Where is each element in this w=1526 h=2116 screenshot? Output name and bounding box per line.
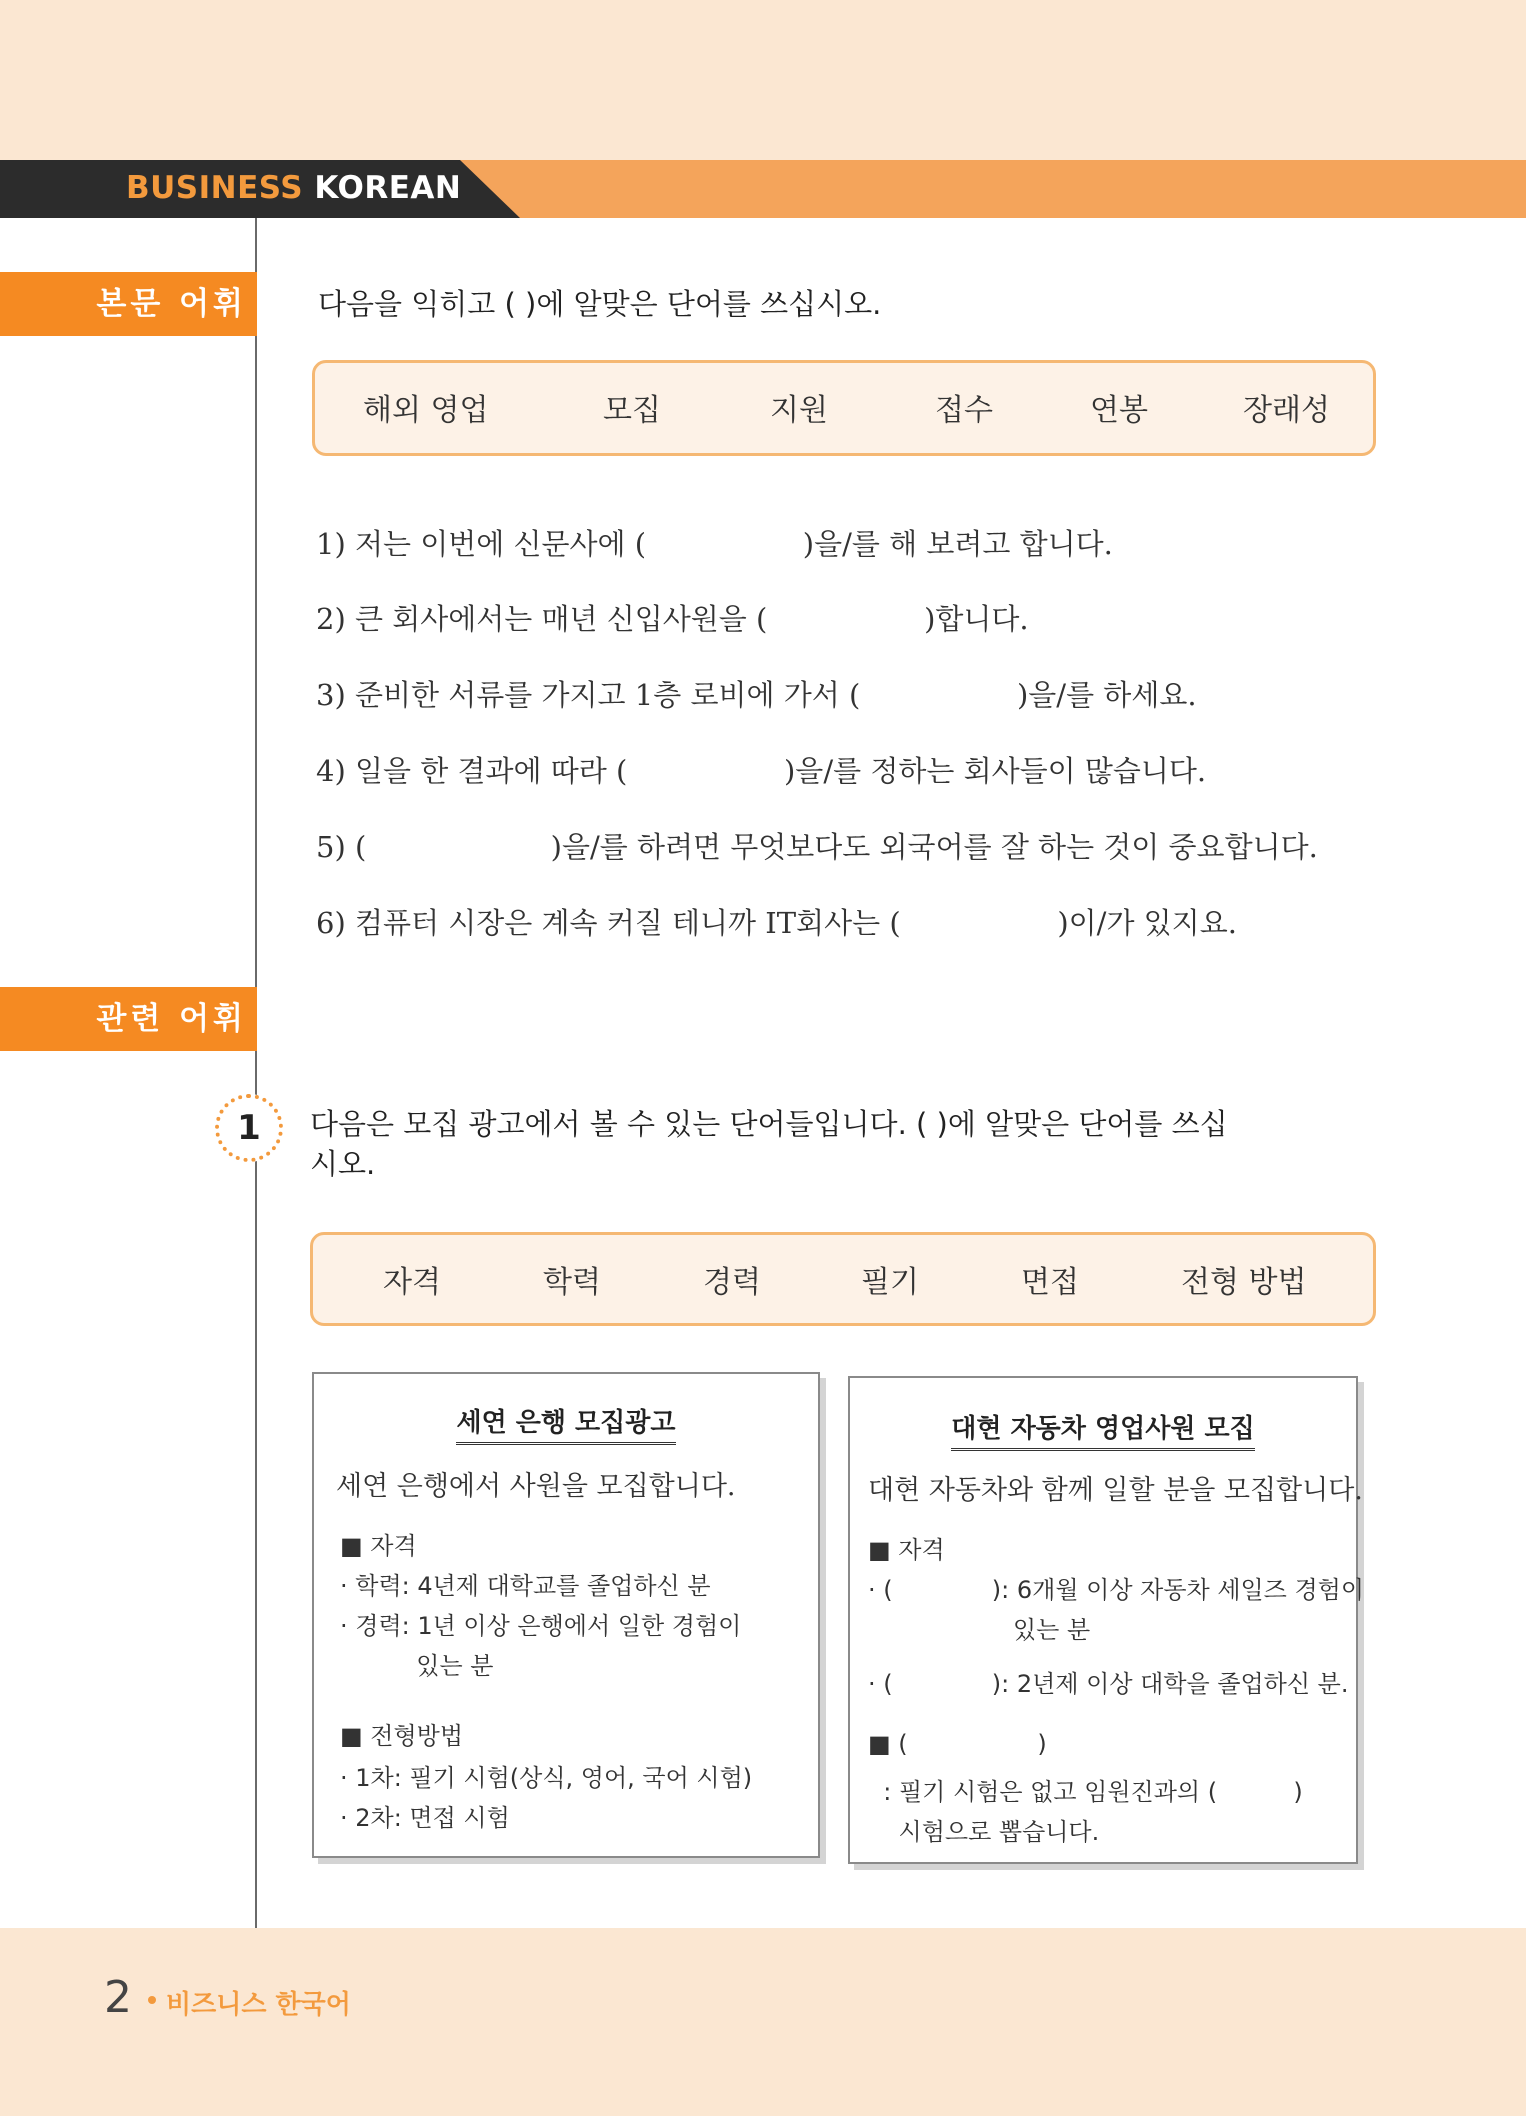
word-option: 모집 — [603, 393, 661, 428]
ad-line: : 필기 시험은 없고 임원진과의 ( ) — [868, 1778, 1303, 1806]
section-tab-main-vocab: 본문 어휘 — [0, 272, 257, 336]
page-number: 2 — [104, 1972, 132, 2023]
word-box-main — [312, 360, 1376, 456]
word-option: 자격 — [383, 1265, 441, 1300]
section1-instruction: 다음을 익히고 ( )에 알맞은 단어를 쓰십시오. — [318, 287, 882, 321]
question-item: 2) 큰 회사에서는 매년 신입사원을 ( )합니다. — [316, 602, 1029, 636]
question-item: 6) 컴퓨터 시장은 계속 커질 테니까 IT회사는 ( )이/가 있지요. — [316, 906, 1237, 940]
ad-line: · 2차: 면접 시험 — [340, 1804, 510, 1832]
header-title-part1: BUSINESS — [126, 170, 304, 206]
ad-line: ■ 자격 — [340, 1532, 417, 1560]
job-ad-auto — [848, 1376, 1365, 1864]
ad-title: 대현 자동차 영업사원 모집 — [850, 1408, 1356, 1445]
book-title: 비즈니스 한국어 — [166, 1990, 351, 2020]
ad-line: 있는 분 — [340, 1652, 494, 1680]
page-bullet-dot — [148, 1996, 156, 2004]
bottom-band — [0, 1928, 1526, 2116]
header-title-part2: KOREAN — [303, 170, 462, 206]
ad-line: · 1차: 필기 시험(상식, 영어, 국어 시험) — [340, 1764, 753, 1792]
ad-line: 있는 분 — [868, 1616, 1091, 1644]
ad-title: 세연 은행 모집광고 — [314, 1402, 818, 1439]
word-option: 학력 — [543, 1265, 601, 1300]
ad-line: · ( ): 2년제 이상 대학을 졸업하신 분. — [868, 1670, 1349, 1698]
job-ad-bank — [312, 1372, 820, 1858]
ad-lead: 대현 자동차와 함께 일할 분을 모집합니다. — [868, 1475, 1363, 1506]
word-option: 경력 — [703, 1265, 761, 1300]
word-option: 접수 — [935, 393, 993, 428]
word-option: 지원 — [770, 393, 828, 428]
section2-instruction-line1: 다음은 모집 광고에서 볼 수 있는 단어들입니다. ( )에 알맞은 단어를 쓰십 — [310, 1107, 1228, 1141]
ad-line: ■ 자격 — [868, 1536, 945, 1564]
section-tab-related-vocab: 관련 어휘 — [0, 987, 257, 1051]
word-option: 필기 — [861, 1265, 919, 1300]
ad-line: · ( ): 6개월 이상 자동차 세일즈 경험이 — [868, 1576, 1365, 1604]
word-option: 해외 영업 — [363, 393, 489, 428]
question-item: 1) 저는 이번에 신문사에 ( )을/를 해 보려고 합니다. — [316, 527, 1113, 561]
ad-line: · 학력: 4년제 대학교를 졸업하신 분 — [340, 1572, 711, 1600]
exercise-number-badge: 1 — [215, 1094, 283, 1162]
ad-lead: 세연 은행에서 사원을 모집합니다. — [336, 1471, 736, 1502]
word-option: 면접 — [1021, 1265, 1079, 1300]
question-item: 5) ( )을/를 하려면 무엇보다도 외국어를 잘 하는 것이 중요합니다. — [316, 830, 1318, 864]
question-item: 4) 일을 한 결과에 따라 ( )을/를 정하는 회사들이 많습니다. — [316, 754, 1207, 788]
ad-line: ■ 전형방법 — [340, 1722, 464, 1750]
word-option: 연봉 — [1090, 393, 1148, 428]
ad-line: · 경력: 1년 이상 은행에서 일한 경험이 — [340, 1612, 742, 1640]
word-option: 장래성 — [1243, 393, 1330, 428]
question-item: 3) 준비한 서류를 가지고 1층 로비에 가서 ( )을/를 하세요. — [316, 678, 1197, 712]
header-title — [126, 170, 461, 206]
top-band — [0, 0, 1526, 160]
ad-line: ■ ( ) — [868, 1730, 1047, 1758]
section2-instruction-line2: 시오. — [310, 1147, 376, 1181]
vertical-rule — [255, 218, 257, 1928]
word-option: 전형 방법 — [1181, 1265, 1307, 1300]
ad-line: 시험으로 뽑습니다. — [868, 1818, 1100, 1846]
word-box-related — [310, 1232, 1376, 1326]
